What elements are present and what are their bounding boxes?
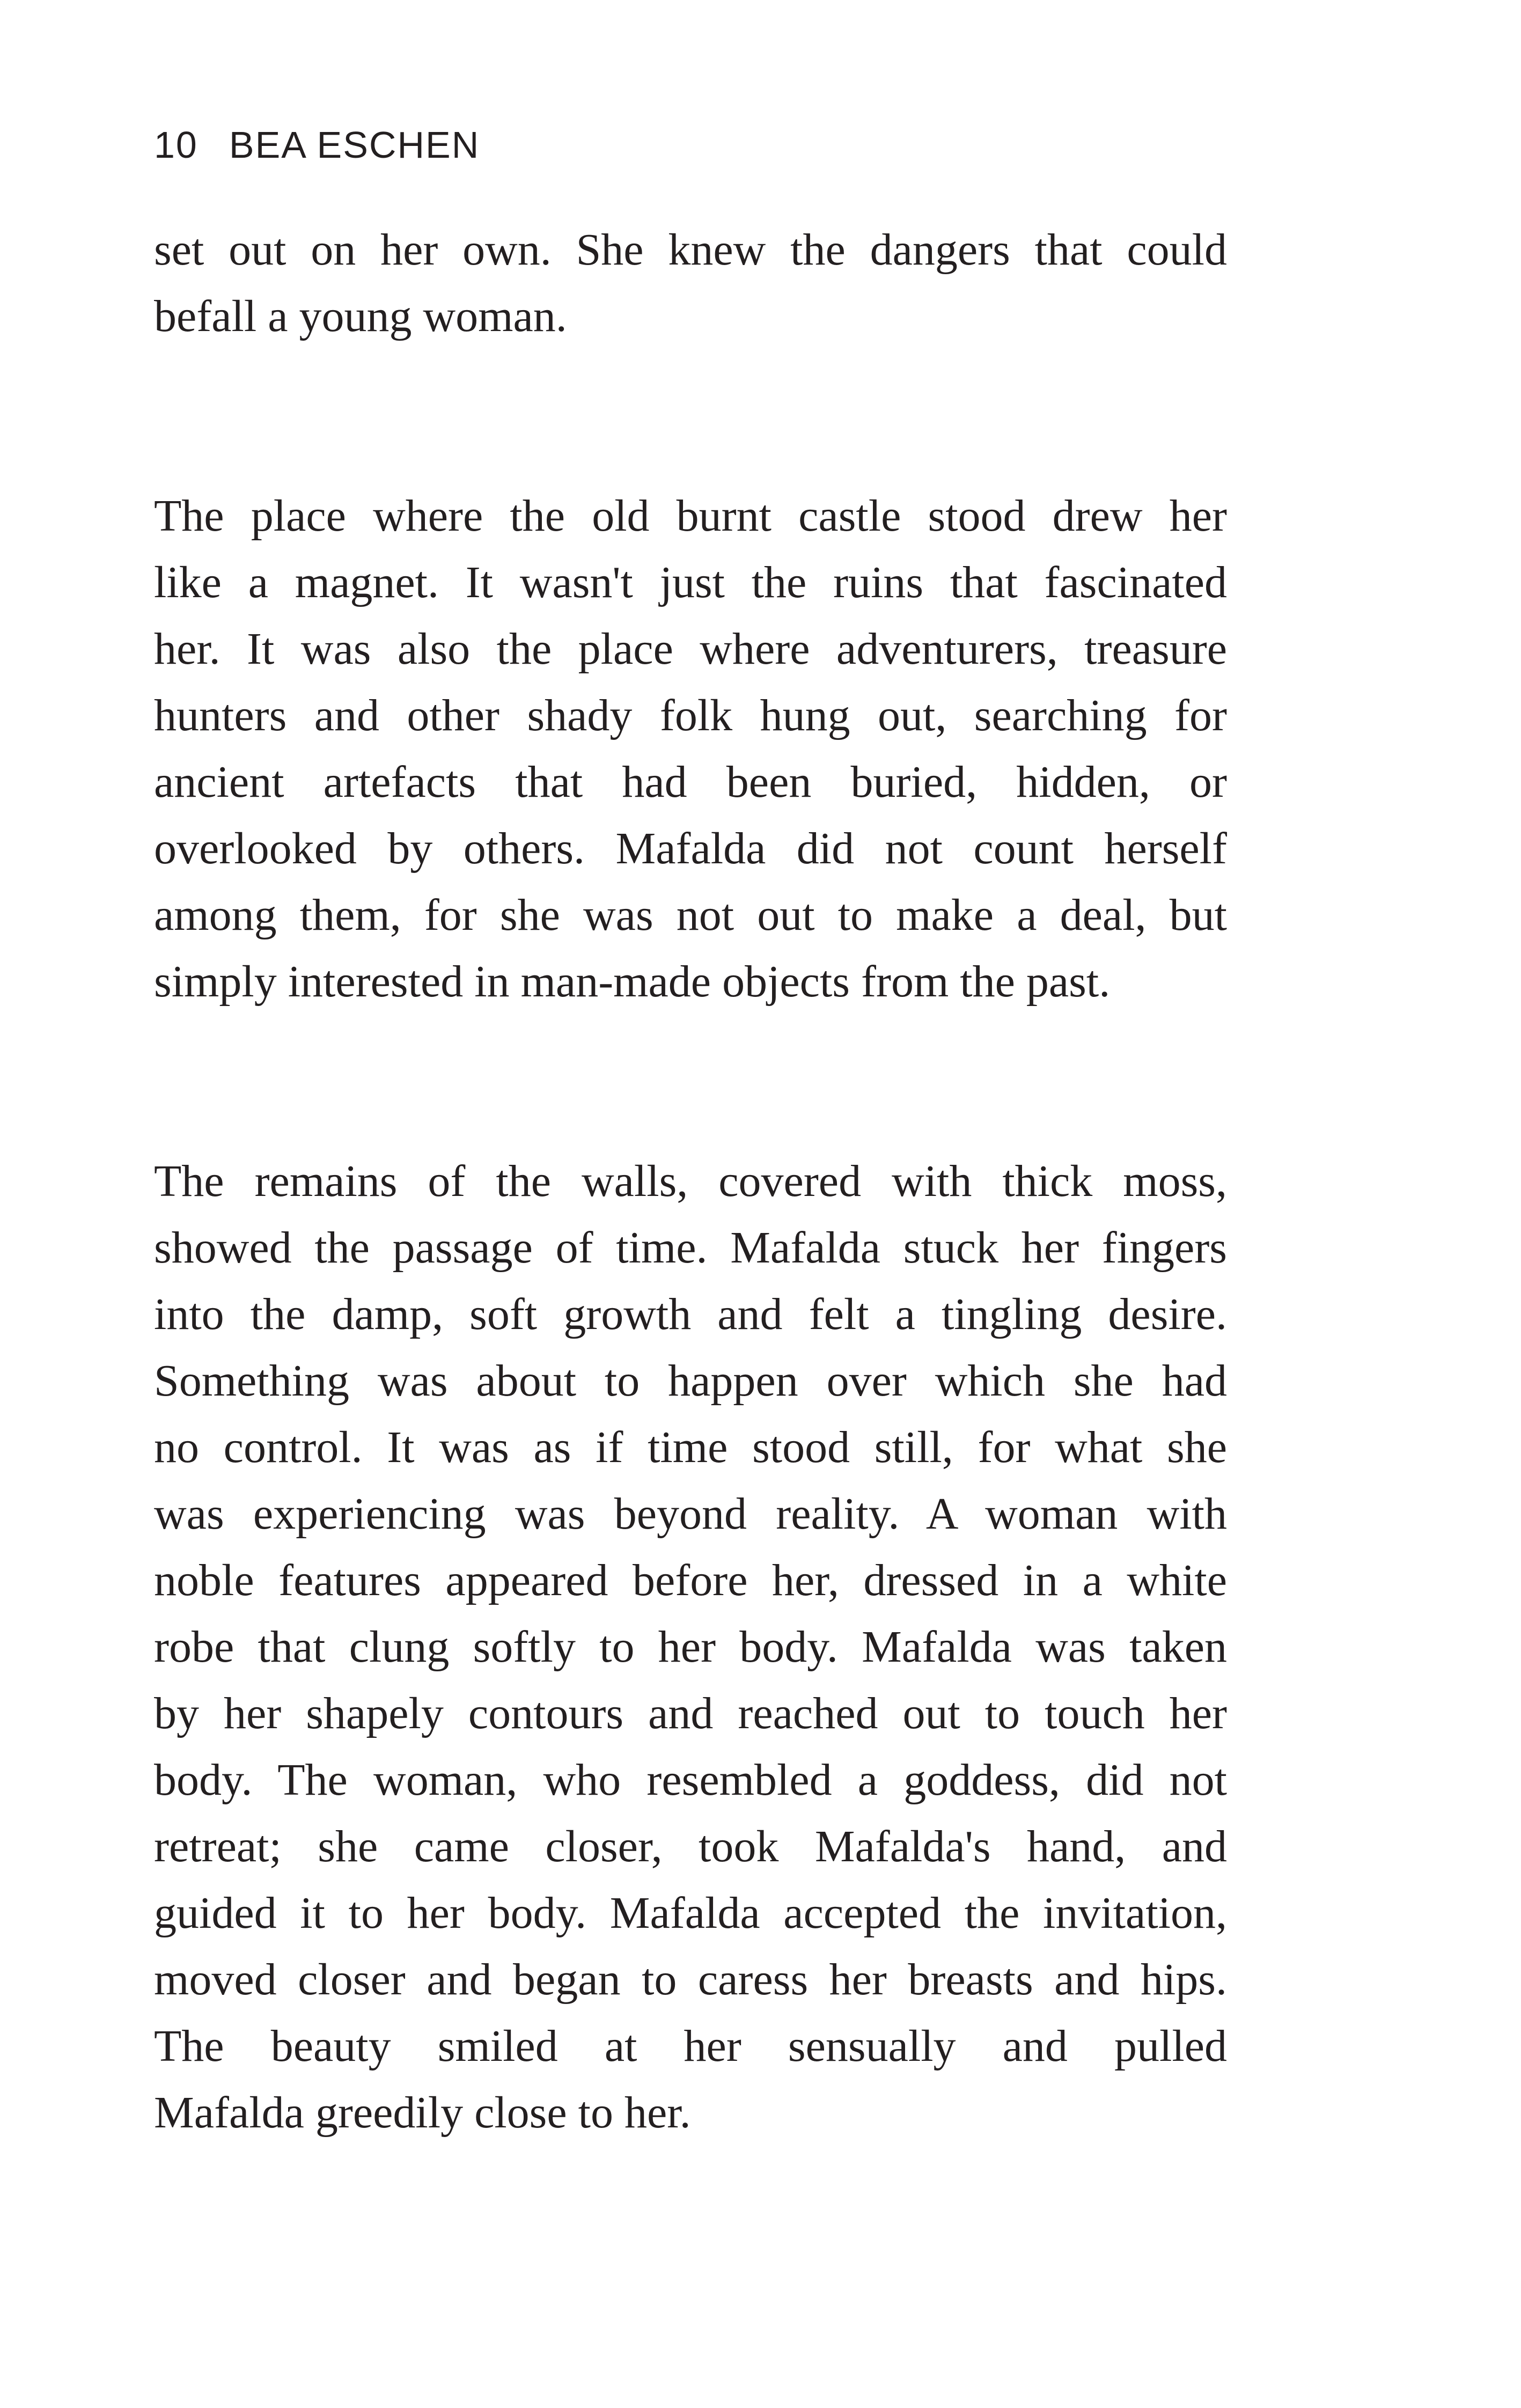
text-line: showed the passage of time. Mafalda stuck her fingers xyxy=(154,1223,1227,1273)
text-line: among them, for she was not out to make a deal, but xyxy=(154,890,1227,940)
text-line: The beauty smiled at her sensually and pulled xyxy=(154,2021,1227,2071)
author-name: BEA ESCHEN xyxy=(229,124,480,166)
text-line: by her shapely contours and reached out to touch her xyxy=(154,1688,1227,1738)
paragraph-3 xyxy=(154,1148,1227,2146)
text-line: like a magnet. It wasn't just the ruins that fascinated xyxy=(154,557,1227,607)
running-head xyxy=(154,122,480,167)
text-line: set out on her own. She knew the dangers that could xyxy=(154,225,1227,275)
paragraph-2 xyxy=(154,483,1227,1015)
text-line: into the damp, soft growth and felt a tingling desire. xyxy=(154,1289,1227,1339)
text-line: moved closer and began to caress her breasts and hips. xyxy=(154,1955,1227,2005)
text-line: The place where the old burnt castle stood drew her xyxy=(154,491,1227,541)
text-line: hunters and other shady folk hung out, searching for xyxy=(154,691,1227,740)
text-line: noble features appeared before her, dressed in a white xyxy=(154,1555,1227,1605)
text-line: Mafalda greedily close to her. xyxy=(154,2088,691,2138)
text-line: no control. It was as if time stood still, for what she xyxy=(154,1422,1227,1472)
paragraph-1 xyxy=(154,217,1227,350)
text-line: robe that clung softly to her body. Mafalda was taken xyxy=(154,1622,1227,1672)
page-number: 10 xyxy=(154,124,198,166)
text-line: retreat; she came closer, took Mafalda's hand, and xyxy=(154,1822,1227,1871)
text-line: befall a young woman. xyxy=(154,291,567,341)
text-line: Something was about to happen over which she had xyxy=(154,1356,1227,1406)
text-line: guided it to her body. Mafalda accepted the invitation, xyxy=(154,1888,1227,1938)
text-line: was experiencing was beyond reality. A woman with xyxy=(154,1489,1227,1539)
text-line: her. It was also the place where adventurers, treasure xyxy=(154,624,1227,674)
text-line: The remains of the walls, covered with thick moss, xyxy=(154,1156,1227,1206)
text-line: overlooked by others. Mafalda did not count herself xyxy=(154,824,1227,873)
text-line: body. The woman, who resembled a goddess, did not xyxy=(154,1755,1227,1805)
text-line: ancient artefacts that had been buried, hidden, or xyxy=(154,757,1227,807)
text-line: simply interested in man-made objects from the past. xyxy=(154,957,1111,1007)
